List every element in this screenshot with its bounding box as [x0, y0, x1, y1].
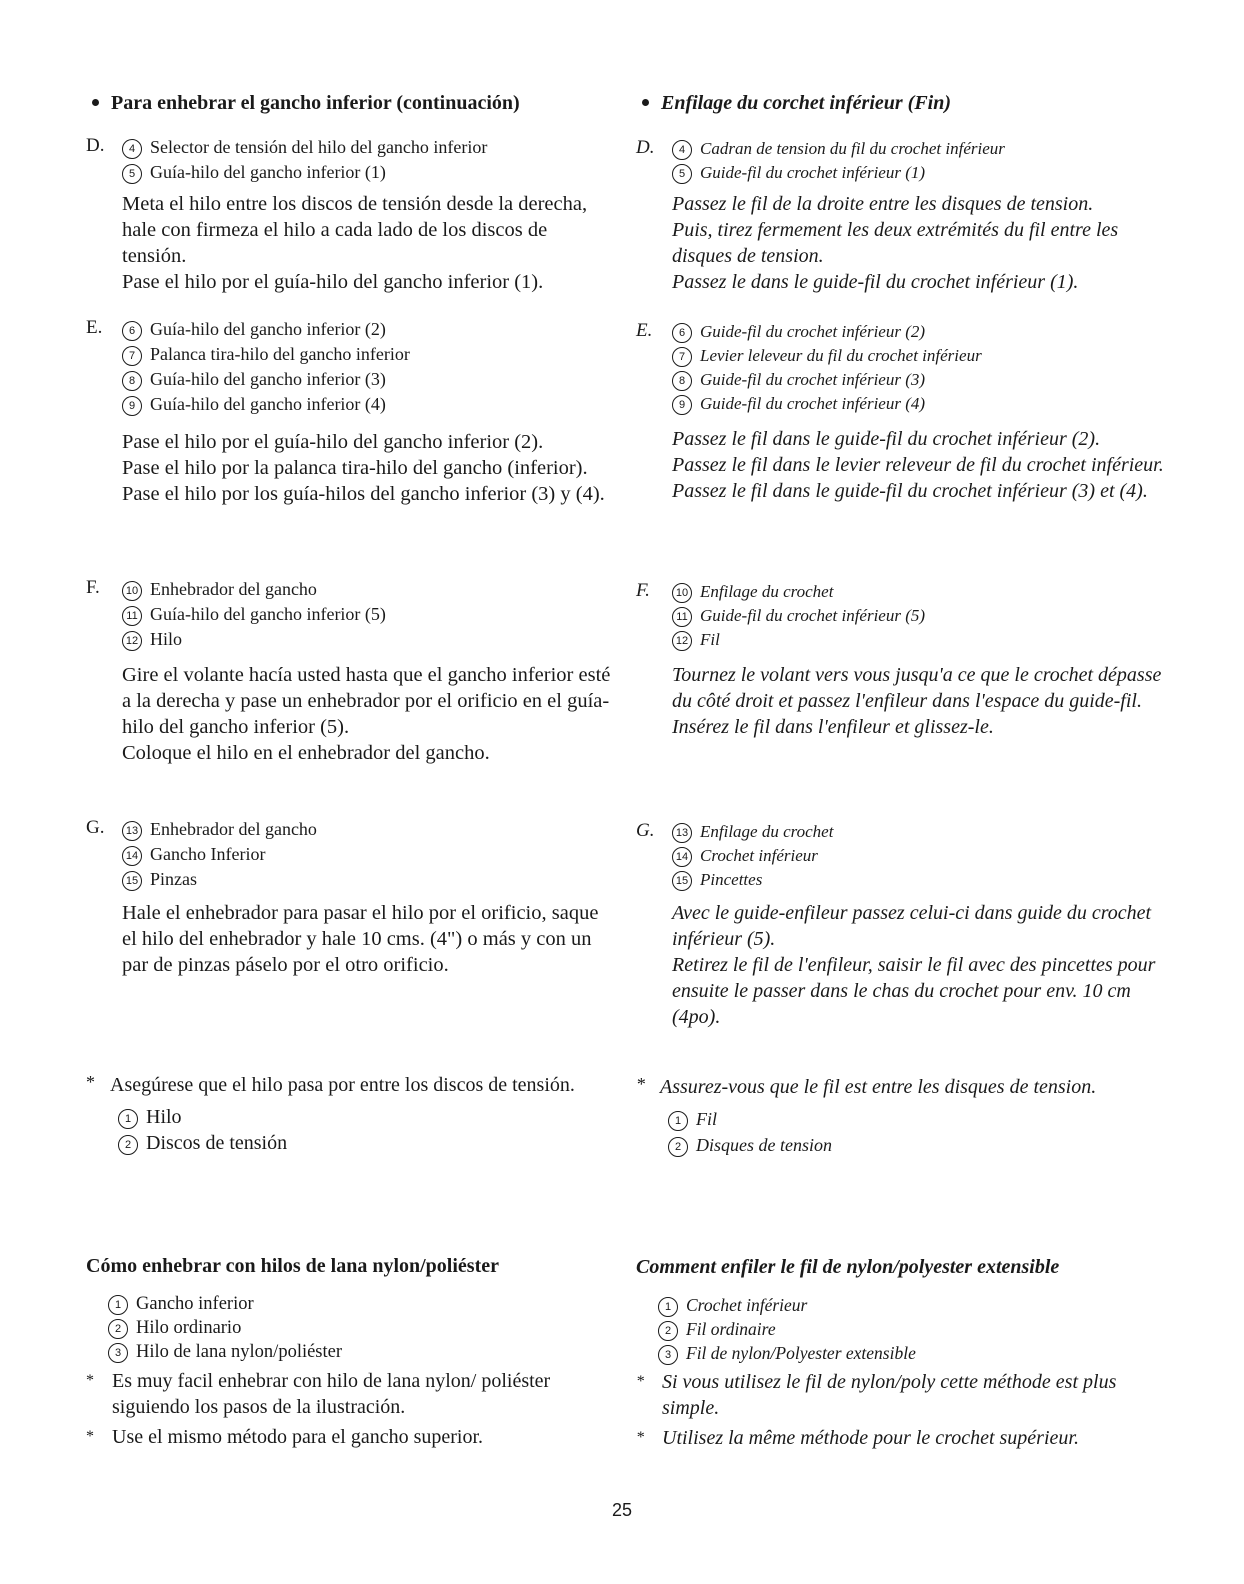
list-item: 12 Hilo — [122, 627, 616, 652]
note-item: * Utilisez la même méthode pour le crochet supérieur. — [636, 1427, 1079, 1449]
list-item: 1 Crochet inférieur — [658, 1293, 1176, 1317]
list-item: 9 Guía-hilo del gancho inferior (4) — [122, 392, 616, 417]
circled-number-icon: 12 — [122, 631, 142, 651]
note-list — [86, 1368, 616, 1450]
step-letter: F. — [86, 577, 100, 598]
circled-number-icon: 2 — [668, 1137, 688, 1157]
es-step-f — [86, 577, 616, 766]
circled-number-icon: 2 — [658, 1321, 678, 1341]
page-number: 25 — [611, 1500, 633, 1520]
circled-number-icon: 6 — [122, 321, 142, 341]
item-list — [118, 1104, 616, 1156]
section-heading: Cómo enhebrar con hilos de lana nylon/poliéster — [86, 1255, 499, 1277]
step-letter: D. — [86, 135, 105, 156]
item-list — [122, 817, 616, 892]
fr-step-d — [636, 137, 1176, 295]
item-list — [672, 320, 1176, 416]
list-item: 7 Palanca tira-hilo del gancho inferior — [122, 342, 616, 367]
list-item: 3 Fil de nylon/Polyester extensible — [658, 1341, 1176, 1365]
instruction-text: Meta el hilo entre los discos de tensión desde la derecha, hale con firmeza el hilo a cada lado de los discos de tensión. Pase el hilo por el guía-hilo del gancho inferior (1). — [122, 193, 588, 293]
circled-number-icon: 4 — [672, 140, 692, 160]
list-item: 2 Fil ordinaire — [658, 1317, 1176, 1341]
step-letter: G. — [636, 820, 655, 841]
item-list — [672, 820, 1176, 892]
circled-number-icon: 6 — [672, 323, 692, 343]
circled-number-icon: 15 — [672, 871, 692, 891]
circled-number-icon: 9 — [672, 395, 692, 415]
es-note: * Asegúrese que el hilo pasa por entre los discos de tensión. 1 Hilo 2 Discos de tensión — [86, 1072, 616, 1156]
circled-number-icon: 9 — [122, 396, 142, 416]
list-item: 5 Guía-hilo del gancho inferior (1) — [122, 160, 616, 185]
list-item: 3 Hilo de lana nylon/poliéster — [108, 1340, 616, 1364]
list-item: 13 Enhebrador del gancho — [122, 817, 616, 842]
circled-number-icon: 10 — [122, 581, 142, 601]
list-item: 5 Guide-fil du crochet inférieur (1) — [672, 161, 1176, 185]
circled-number-icon: 15 — [122, 871, 142, 891]
fr-step-e — [636, 320, 1176, 504]
asterisk-icon: * — [86, 1072, 95, 1092]
fr-step-f — [636, 580, 1176, 740]
es-step-d — [86, 135, 616, 295]
instruction-text: Tournez le volant vers vous jusqu'a ce que le crochet dépasse du côté droit et passez l'enfileur dans l'espace du guide-fil. Insérez le fil dans l'enfileur et glissez-le. — [672, 664, 1162, 738]
list-item: 2 Discos de tensión — [118, 1130, 616, 1156]
circled-number-icon: 7 — [672, 347, 692, 367]
es-section-nylon — [86, 1255, 616, 1450]
circled-number-icon: 1 — [118, 1109, 138, 1129]
step-letter: E. — [636, 320, 653, 341]
circled-number-icon: 8 — [122, 371, 142, 391]
list-item: 14 Gancho Inferior — [122, 842, 616, 867]
es-heading: Para enhebrar el gancho inferior (continuación) — [86, 92, 616, 115]
step-letter: D. — [636, 137, 655, 158]
circled-number-icon: 10 — [672, 583, 692, 603]
instruction-text: Passez le fil dans le guide-fil du crochet inférieur (2). Passez le fil dans le levier releveur de fil du crochet inférieur. Passez le fil dans le guide-fil du crochet inférieur (3) et (4). — [672, 428, 1164, 502]
circled-number-icon: 13 — [672, 823, 692, 843]
list-item: 11 Guía-hilo del gancho inferior (5) — [122, 602, 616, 627]
item-list — [122, 135, 616, 185]
item-list — [672, 580, 1176, 652]
fr-note: * Assurez-vous que le fil est entre les disques de tension. 1 Fil 2 Disques de tension — [636, 1074, 1176, 1158]
list-item: 1 Gancho inferior — [108, 1292, 616, 1316]
item-list — [108, 1292, 616, 1364]
circled-number-icon: 11 — [672, 607, 692, 627]
circled-number-icon: 8 — [672, 371, 692, 391]
item-list — [668, 1106, 1176, 1158]
list-item: 10 Enhebrador del gancho — [122, 577, 616, 602]
es-step-e — [86, 317, 616, 507]
circled-number-icon: 3 — [658, 1345, 678, 1365]
asterisk-icon: * — [636, 1429, 644, 1446]
list-item: 9 Guide-fil du crochet inférieur (4) — [672, 392, 1176, 416]
fr-step-g — [636, 820, 1176, 1030]
circled-number-icon: 1 — [668, 1111, 688, 1131]
note-item: * Use el mismo método para el gancho superior. — [86, 1426, 484, 1448]
circled-number-icon: 2 — [118, 1135, 138, 1155]
instruction-text: Pase el hilo por el guía-hilo del gancho inferior (2). Pase el hilo por la palanca tira-hilo del gancho (inferior). Pase el hilo por los guía-hilos del gancho inferior (3) y (4). — [122, 431, 605, 505]
list-item: 1 Hilo — [118, 1104, 616, 1130]
circled-number-icon: 14 — [672, 847, 692, 867]
section-heading: Comment enfiler le fil de nylon/polyester extensible — [636, 1256, 1060, 1278]
list-item: 8 Guide-fil du crochet inférieur (3) — [672, 368, 1176, 392]
asterisk-icon: * — [86, 1372, 94, 1389]
asterisk-icon: * — [636, 1074, 645, 1094]
circled-number-icon: 2 — [108, 1319, 128, 1339]
circled-number-icon: 1 — [108, 1295, 128, 1315]
es-step-g — [86, 817, 616, 978]
circled-number-icon: 7 — [122, 346, 142, 366]
list-item: 1 Fil — [668, 1106, 1176, 1132]
circled-number-icon: 5 — [672, 164, 692, 184]
list-item: 7 Levier leleveur du fil du crochet inférieur — [672, 344, 1176, 368]
instruction-text: Avec le guide-enfileur passez celui-ci dans guide du crochet inférieur (5). Retirez le fil de l'enfileur, saisir le fil avec des pincettes pour ensuite le passer dans le chas du crochet pour env. 10 cm (4po). — [672, 902, 1156, 1028]
note-item: * Si vous utilisez le fil de nylon/poly cette méthode est plus simple. — [636, 1371, 1117, 1419]
list-item: 10 Enfilage du crochet — [672, 580, 1176, 604]
note-item: * Es muy facil enhebrar con hilo de lana nylon/ poliéster siguiendo los pasos de la ilustración. — [86, 1370, 551, 1418]
instruction-text: Hale el enhebrador para pasar el hilo por el orificio, saque el hilo del enhebrador y hale 10 cms. (4") o más y con un par de pinzas páselo por el otro orificio. — [122, 902, 599, 976]
circled-number-icon: 5 — [122, 164, 142, 184]
circled-number-icon: 14 — [122, 846, 142, 866]
list-item: 8 Guía-hilo del gancho inferior (3) — [122, 367, 616, 392]
instruction-text: Passez le fil de la droite entre les disques de tension. Puis, tirez fermement les deux extrémités du fil entre les disques de tension. Passez le dans le guide-fil du crochet inférieur (1). — [672, 193, 1119, 293]
fr-heading: Enfilage du corchet inférieur (Fin) — [636, 92, 1176, 115]
list-item: 15 Pincettes — [672, 868, 1176, 892]
list-item: 6 Guía-hilo del gancho inferior (2) — [122, 317, 616, 342]
circled-number-icon: 12 — [672, 631, 692, 651]
asterisk-icon: * — [86, 1428, 94, 1445]
circled-number-icon: 3 — [108, 1343, 128, 1363]
instruction-text: Gire el volante hacía usted hasta que el gancho inferior esté a la derecha y pase un enhebrador por el orificio en el guía-hilo del gancho inferior (5). Coloque el hilo en el enhebrador del gancho. — [122, 664, 611, 764]
circled-number-icon: 11 — [122, 606, 142, 626]
step-letter: E. — [86, 317, 103, 338]
list-item: 12 Fil — [672, 628, 1176, 652]
list-item: 6 Guide-fil du crochet inférieur (2) — [672, 320, 1176, 344]
asterisk-icon: * — [636, 1373, 644, 1390]
list-item: 2 Hilo ordinario — [108, 1316, 616, 1340]
circled-number-icon: 13 — [122, 821, 142, 841]
bullet-icon — [92, 99, 99, 106]
item-list — [122, 577, 616, 652]
step-letter: G. — [86, 817, 105, 838]
list-item: 2 Disques de tension — [668, 1132, 1176, 1158]
list-item: 15 Pinzas — [122, 867, 616, 892]
circled-number-icon: 1 — [658, 1297, 678, 1317]
fr-section-nylon — [636, 1256, 1176, 1451]
note-list — [636, 1369, 1176, 1451]
item-list — [672, 137, 1176, 185]
list-item: 14 Crochet inférieur — [672, 844, 1176, 868]
bullet-icon — [642, 99, 649, 106]
list-item: 11 Guide-fil du crochet inférieur (5) — [672, 604, 1176, 628]
item-list — [658, 1293, 1176, 1365]
list-item: 4 Cadran de tension du fil du crochet inférieur — [672, 137, 1176, 161]
list-item: 4 Selector de tensión del hilo del gancho inferior — [122, 135, 616, 160]
list-item: 13 Enfilage du crochet — [672, 820, 1176, 844]
step-letter: F. — [636, 580, 650, 601]
item-list — [122, 317, 616, 417]
circled-number-icon: 4 — [122, 139, 142, 159]
